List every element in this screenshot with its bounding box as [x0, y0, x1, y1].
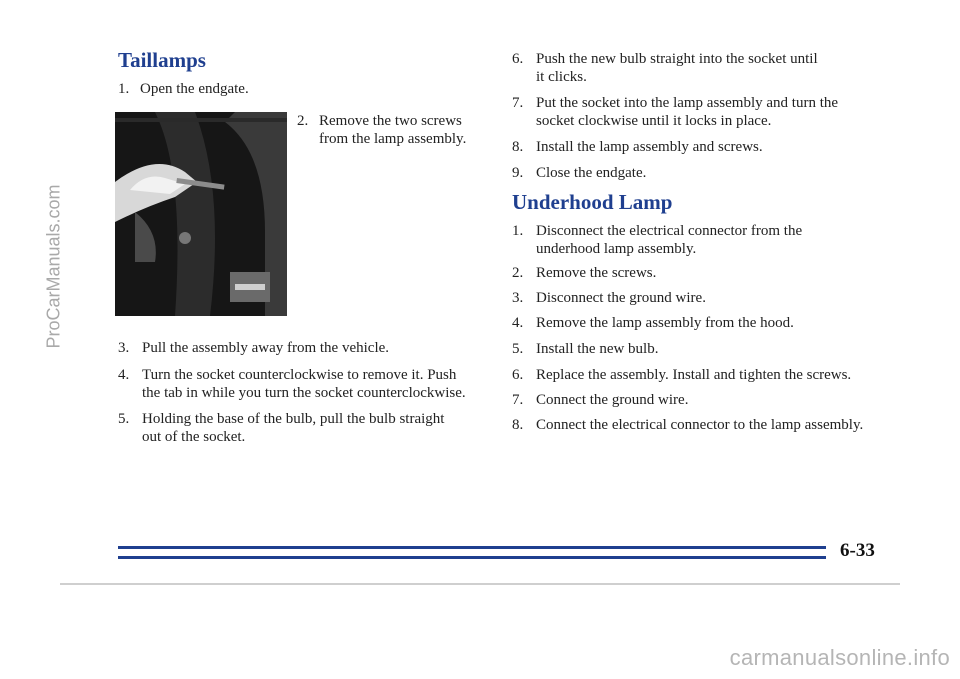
- taillamp-photo: [115, 112, 287, 316]
- taillamp-step-7: 7. Put the socket into the lamp assembly and turn the socket clockwise until it locks in place.: [512, 95, 839, 129]
- taillamp-step-5: 5. Holding the base of the bulb, pull the bulb straight out of the socket.: [118, 411, 445, 445]
- taillamp-step-6: 6. Push the new bulb straight into the socket until it clicks.: [512, 51, 818, 85]
- underhood-step-3: 3. Disconnect the ground wire.: [512, 290, 706, 306]
- section-heading-taillamps: Taillamps: [118, 48, 206, 72]
- section-heading-underhood-lamp: Underhood Lamp: [512, 190, 673, 214]
- underhood-step-6: 6. Replace the assembly. Install and tighten the screws.: [512, 367, 852, 383]
- taillamp-step-8: 8. Install the lamp assembly and screws.: [512, 139, 763, 155]
- taillamp-step-9: 9. Close the endgate.: [512, 165, 647, 181]
- underhood-step-1: 1. Disconnect the electrical connector from the underhood lamp assembly.: [512, 223, 803, 257]
- page-number: 6-33: [840, 540, 875, 561]
- scan-edge-line: [60, 583, 900, 585]
- underhood-step-8: 8. Connect the electrical connector to the lamp assembly.: [512, 417, 864, 433]
- footer-rule-top: [118, 546, 826, 549]
- underhood-step-5: 5. Install the new bulb.: [512, 341, 659, 357]
- underhood-step-2: 2. Remove the screws.: [512, 265, 657, 281]
- taillamp-step-3: 3. Pull the assembly away from the vehicle.: [118, 340, 390, 356]
- watermark-procarmanuals: ProCarManuals.com: [43, 184, 64, 349]
- footer-rule-bottom: [118, 556, 826, 559]
- taillamp-photo-illustration: [115, 112, 287, 316]
- underhood-step-7: 7. Connect the ground wire.: [512, 392, 689, 408]
- watermark-carmanualsonline: carmanualsonline.info: [729, 645, 950, 670]
- taillamp-step-2: 2. Remove the two screws from the lamp assembly.: [297, 113, 467, 147]
- underhood-step-4: 4. Remove the lamp assembly from the hood.: [512, 315, 794, 331]
- taillamp-step-4: 4. Turn the socket counterclockwise to remove it. Push the tab in while you turn the socket counterclockwise.: [118, 367, 466, 401]
- taillamp-step-1: 1. Open the endgate.: [118, 81, 249, 97]
